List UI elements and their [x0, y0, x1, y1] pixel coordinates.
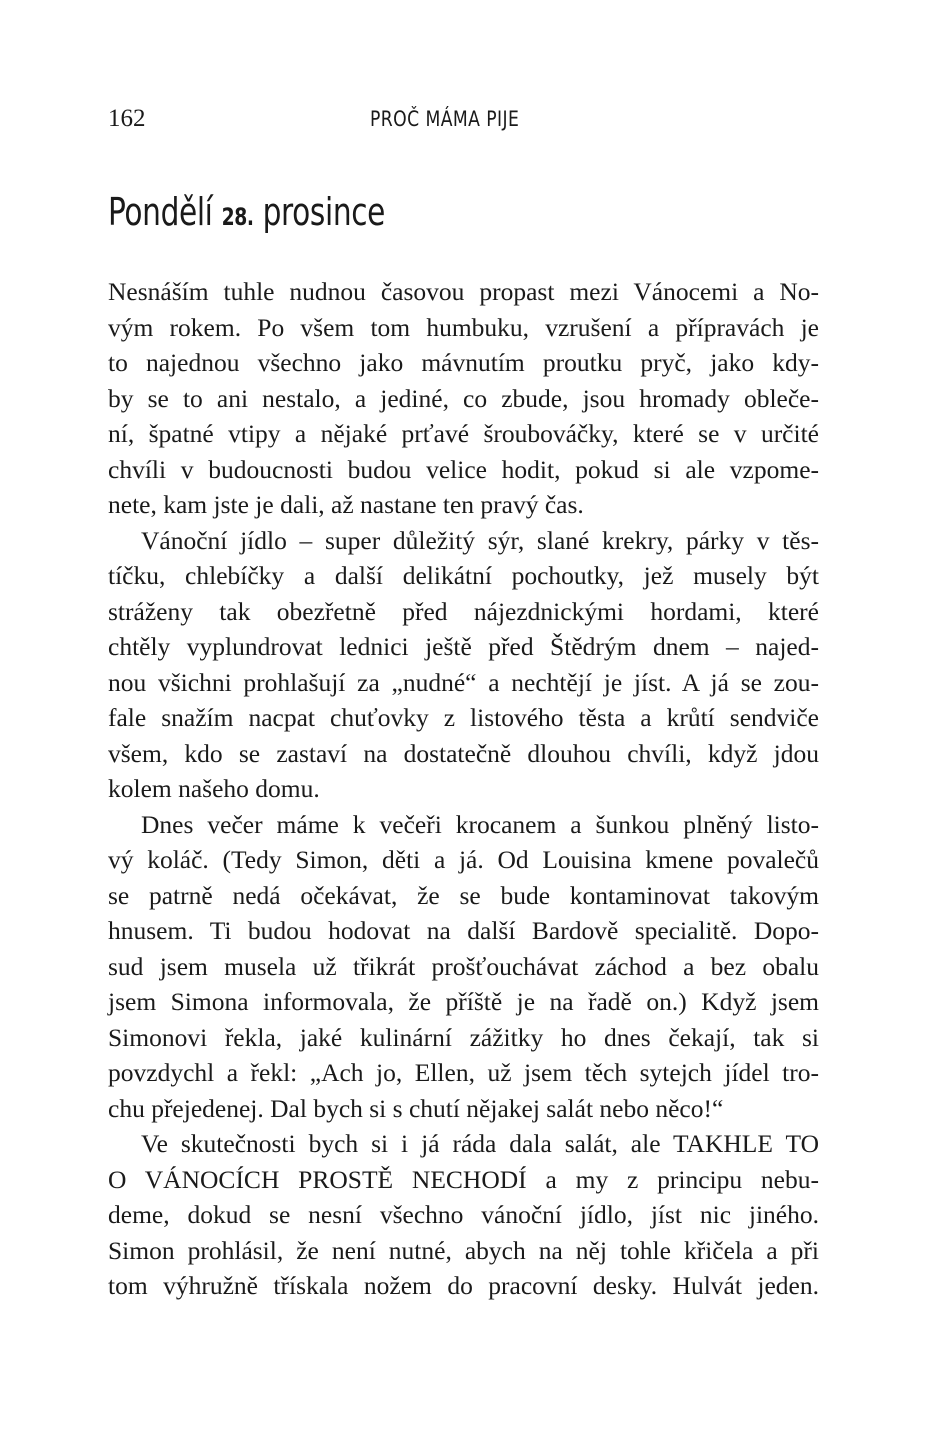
text-line: by se to ani nestalo, a jediné, co zbude, jsou hromady obleče- — [108, 383, 819, 413]
text-line: tíčku, chlebíčky a další delikátní pochoutky, jež musely být — [108, 561, 819, 590]
text-line: kolem našeho domu. — [108, 774, 320, 803]
text-line: chu přejedenej. Dal bych si s chutí nějakej salát nebo něco!“ — [108, 1093, 724, 1123]
text-line: Ve skutečnosti bych si i já ráda dala salát, ale TAKHLE TO — [141, 1129, 819, 1158]
text-line: jsem Simona informovala, že příště je na řadě on.) Když jsem — [108, 987, 819, 1016]
text-line: O VÁNOCÍCH PROSTĚ NECHODÍ a my z principu nebu- — [108, 1164, 819, 1194]
chapter-day: Pondělí — [108, 190, 213, 234]
text-line: sud jsem musela už třikrát prošťouchávat záchod a bez obalu — [108, 951, 819, 981]
text-line: ní, špatné vtipy a nějaké prťavé šroubováčky, které se v určité — [108, 419, 819, 448]
text-line: hnusem. Ti budou hodovat na další Bardově specialitě. Dopo- — [108, 916, 819, 945]
text-line: Vánoční jídlo – super důležitý sýr, slané krekry, párky v těs- — [141, 525, 819, 555]
text-line: chvíli v budoucnosti budou velice hodit, pokud si ale vzpome- — [108, 454, 819, 484]
text-line: to najednou všechno jako mávnutím proutku pryč, jako kdy- — [108, 348, 819, 377]
running-head: PROČ MÁMA PIJE — [370, 107, 520, 131]
text-line: tom výhružně třískala nožem do pracovní desky. Hulvát jeden. — [108, 1271, 819, 1300]
text-line: Nesnáším tuhle nudnou časovou propast mezi Vánocemi a No- — [108, 277, 819, 306]
text-line: Simonovi řekla, jaké kulinární zážitky ho dnes čekají, tak si — [108, 1022, 819, 1052]
text-line: se patrně nedá očekávat, že se bude kontaminovat takovým — [108, 880, 819, 910]
chapter-date-number: 28. — [221, 203, 254, 231]
text-line: chtěly vyplundrovat lednici ještě před Štědrým dnem – najed- — [108, 632, 819, 661]
paragraph-1 — [108, 274, 819, 523]
text-line: Dnes večer máme k večeři krocanem a šunkou plněný listo- — [141, 809, 819, 839]
paragraph-3 — [108, 807, 819, 1127]
text-line: fale snažím nacpat chuťovky z listového těsta a krůtí sendviče — [108, 703, 819, 732]
text-line: vým rokem. Po všem tom humbuku, vzrušení a přípravách je — [108, 312, 819, 342]
chapter-month: prosince — [262, 190, 385, 234]
text-line: stráženy tak obezřetně před nájezdnickými hordami, které — [108, 596, 819, 626]
text-line: vý koláč. (Tedy Simon, děti a já. Od Louisina kmene povalečů — [108, 845, 819, 874]
text-line: povzdychl a řekl: „Ach jo, Ellen, už jsem těch sytejch jídel tro- — [108, 1058, 819, 1087]
text-line: deme, dokud se nesní všechno vánoční jídlo, jíst nic jiného. — [108, 1200, 819, 1229]
body-text — [108, 274, 819, 1304]
text-line: Simon prohlásil, že není nutné, abych na něj tohle křičela a při — [108, 1235, 819, 1265]
chapter-title — [108, 186, 385, 243]
text-line: nete, kam jste je dali, až nastane ten pravý čas. — [108, 490, 584, 519]
page-number: 162 — [108, 105, 146, 132]
paragraph-2 — [108, 523, 819, 807]
text-line: všem, kdo se zastaví na dostatečně dlouhou chvíli, když jdou — [108, 738, 819, 768]
paragraph-4 — [108, 1126, 819, 1304]
text-line: nou všichni prohlašují za „nudné“ a nechtějí je jíst. A já se zou- — [108, 667, 819, 697]
